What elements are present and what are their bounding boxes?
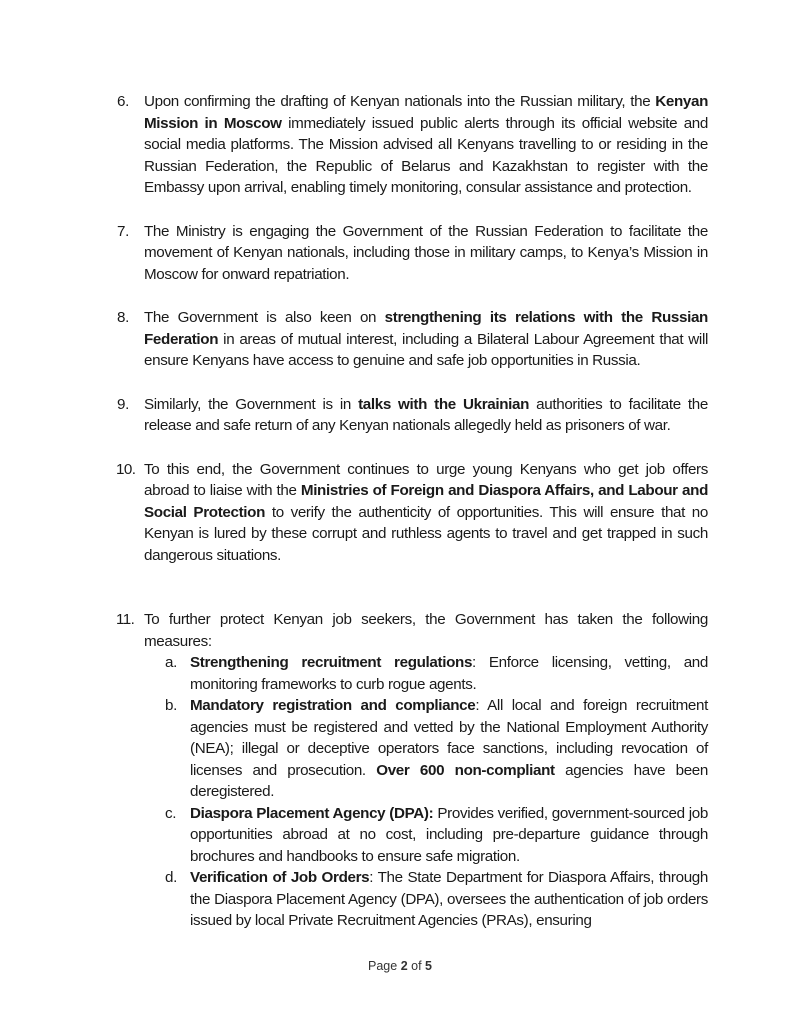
bold-emphasis: Verification of Job Orders (190, 869, 370, 886)
current-page-number: 2 (400, 959, 408, 973)
bold-emphasis: strengthening its relations with the Russian Federation (144, 309, 708, 348)
measure-item-a (117, 652, 708, 695)
paragraph-text: immediately issued public alerts through its official website and social media platforms. The Mission advised all Kenyans travelling to or residing in the Russian Federation, the Republic of Belarus and Kazakhstan to register with the Embassy upon arrival, enabling timely monitoring, consular assistance and protection. (144, 114, 708, 196)
paragraph-text: The Ministry is engaging the Government of the Russian Federation to facilitate the movement of Kenyan nationals, including those in military camps, to Kenya’s Mission in Moscow for onward repatriation. (144, 222, 708, 283)
paragraph-text: Similarly, the Government is in (144, 395, 359, 413)
measure-item-c (117, 803, 708, 868)
numbered-paragraph-10 (117, 459, 708, 567)
bold-emphasis: Diaspora Placement Agency (DPA): (190, 804, 434, 822)
bold-emphasis: Mandatory registration and compliance (190, 697, 476, 714)
total-pages-number: 5 (425, 959, 432, 973)
paragraph-text: The Government is also keen on (144, 309, 385, 326)
paragraph-number: 10. (116, 460, 136, 478)
paragraph-number: 7. (117, 222, 129, 240)
item-text: : The State Department for Diaspora Affairs, through the Diaspora Placement Agency (DPA), oversees the authentication of job orders issued by local Private Recruitment Agencies (PRAs), ensuring (190, 869, 708, 929)
paragraph-text: Upon confirming the drafting of Kenyan nationals into the Russian military, the (144, 93, 656, 110)
measures-list (117, 652, 708, 932)
paragraph-text: to verify the authenticity of opportunities. This will ensure that no Kenyan is lured by these corrupt and ruthless agents to travel and get trapped in such dangerous situations. (144, 503, 708, 564)
paragraph-text: To this end, the Government continues to urge young Kenyans who get job offers abroad to liaise with the (144, 460, 708, 499)
paragraph-number: 11. (116, 611, 135, 628)
bold-emphasis: Ministries of Foreign and Diaspora Affairs, and Labour and Social Protection (144, 482, 709, 521)
page-separator: of (407, 959, 426, 973)
item-text: : All local and foreign recruitment agencies must be registered and vetted by the National Employment Authority (NEA); illegal or deceptive operators face sanctions, including revocation of licenses and prosecution. (190, 697, 708, 779)
page-label: Page (368, 959, 401, 973)
bold-emphasis: Strengthening recruitment regulations (190, 654, 473, 671)
item-letter: d. (165, 869, 177, 886)
paragraph-text: in areas of mutual interest, including a Bilateral Labour Agreement that will ensure Kenyans have access to genuine and safe job opportunities in Russia. (144, 330, 708, 369)
item-letter: b. (165, 697, 177, 714)
numbered-paragraph-6 (117, 91, 708, 199)
paragraph-text: authorities to facilitate the release and safe return of any Kenyan nationals allegedly held as prisoners of war. (144, 395, 708, 434)
bold-emphasis: talks with the Ukrainian (358, 395, 530, 413)
item-letter: a. (165, 654, 177, 671)
numbered-paragraph-7 (117, 221, 708, 286)
numbered-paragraph-8 (117, 307, 708, 372)
item-text: agencies have been deregistered. (190, 761, 708, 800)
page-footer (0, 959, 800, 973)
item-text: : Enforce licensing, vetting, and monitoring frameworks to curb rogue agents. (190, 654, 708, 693)
numbered-paragraph-9 (117, 394, 708, 437)
item-text: Provides verified, government-sourced job opportunities abroad at no cost, including pre-departure guidance through brochures and handbooks to ensure safe migration. (190, 804, 708, 865)
paragraph-number: 8. (117, 309, 129, 326)
measure-item-b (117, 695, 708, 803)
paragraph-number: 9. (117, 395, 129, 413)
document-body (117, 91, 708, 932)
numbered-paragraph-11 (117, 609, 708, 652)
bold-emphasis: Over 600 non-compliant (376, 761, 555, 779)
item-letter: c. (165, 804, 177, 822)
paragraph-text: To further protect Kenyan job seekers, the Government has taken the following measures: (144, 611, 708, 650)
paragraph-number: 6. (117, 93, 129, 110)
bold-emphasis: Kenyan Mission in Moscow (144, 93, 708, 132)
measure-item-d (117, 867, 708, 932)
